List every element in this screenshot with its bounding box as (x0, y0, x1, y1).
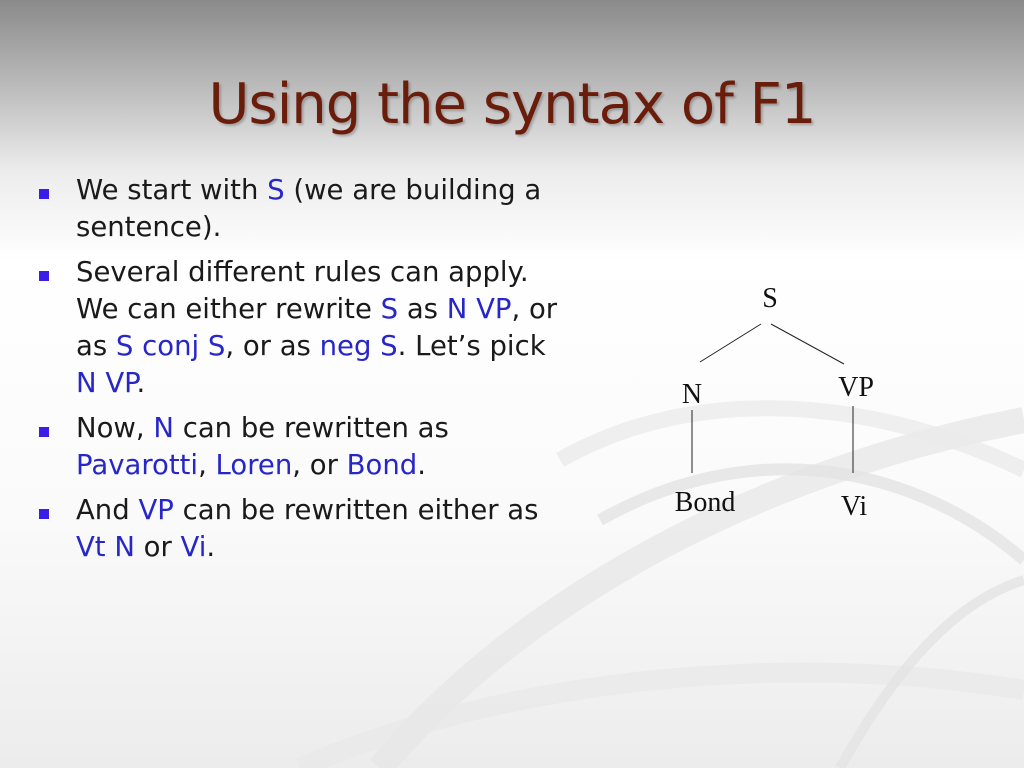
highlighted-term: Loren (215, 449, 293, 481)
bullet-item (38, 410, 558, 484)
bullet-text: Now, (76, 412, 154, 444)
highlighted-term: N (153, 412, 174, 444)
bullet-text: . (136, 367, 146, 399)
highlighted-term: Bond (346, 449, 418, 481)
parse-tree-diagram (640, 270, 940, 530)
highlighted-term: Vt N (76, 531, 135, 563)
bullet-text: , or as (225, 330, 320, 362)
bullet-item (38, 254, 558, 402)
bullet-list (38, 172, 558, 574)
highlighted-term: N VP (76, 367, 137, 399)
highlighted-term: S conj S (115, 330, 226, 362)
bullet-text: Several different rules can apply. We can either rewrite (76, 256, 529, 325)
tree-node-root: S (762, 283, 778, 314)
bullet-text: can be rewritten as (173, 412, 449, 444)
bullet-text: (we are building a sentence). (76, 174, 542, 243)
highlighted-term: neg S (319, 330, 398, 362)
bullet-text: as (398, 293, 447, 325)
bullet-text: or (134, 531, 181, 563)
bullet-text: , or as (76, 293, 558, 362)
bullet-text: , or (292, 449, 347, 481)
bullet-text: We start with (76, 174, 268, 206)
bullet-item (38, 492, 558, 566)
highlighted-term: VP (138, 494, 174, 526)
tree-node-left: N (681, 379, 703, 410)
bullet-text: can be rewritten either as (173, 494, 539, 526)
bullet-text: . (417, 449, 426, 481)
bullet-text: And (76, 494, 139, 526)
slide-title: Using the syntax of F1 (208, 72, 816, 137)
highlighted-term: Pavarotti (76, 449, 199, 481)
bullet-square-icon (39, 427, 49, 437)
edge-s-vp (771, 324, 844, 364)
highlighted-term: N VP (446, 293, 512, 325)
bullet-text: . (206, 531, 216, 563)
bullet-square-icon (39, 189, 49, 199)
highlighted-term: Vi (180, 531, 207, 563)
edge-s-n (700, 324, 761, 362)
bullet-text: , (198, 449, 216, 481)
highlighted-term: S (267, 174, 285, 206)
tree-leaf-left: Bond (674, 487, 736, 518)
bullet-text: . Let’s pick (397, 330, 546, 362)
tree-leaf-right: Vi (840, 491, 868, 522)
highlighted-term: S (380, 293, 399, 325)
bullet-square-icon (39, 271, 49, 281)
bullet-square-icon (39, 509, 49, 519)
tree-node-right: VP (838, 372, 874, 403)
bullet-item (38, 172, 558, 246)
